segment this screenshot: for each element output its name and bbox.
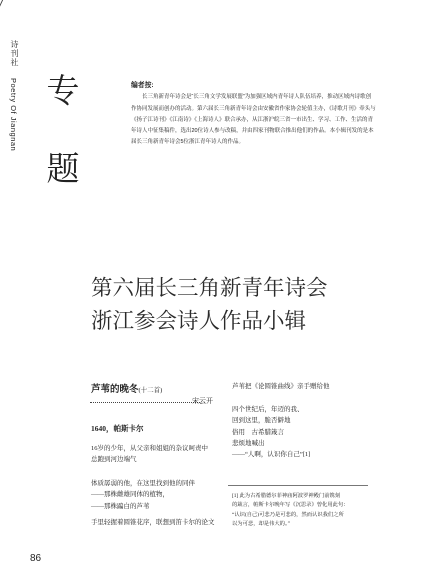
stanza-line: ——那株蹁白的芦苇 xyxy=(91,502,150,510)
right-stanza-1 xyxy=(232,381,330,392)
stanza-line: 四个世纪后，年迈的我、 xyxy=(232,406,304,413)
poem-title xyxy=(91,381,162,395)
stanza-line: 悲烦地喊出 xyxy=(232,439,265,447)
poem-subtitle: (十二首) xyxy=(138,387,163,394)
stanza-line: 回到这里，脆否僻地 xyxy=(232,417,291,425)
stanza-2 xyxy=(91,478,195,512)
editor-note-body: 长三角新青年诗会是“长三角文学发展联盟”为加强区域内青年诗人队伍培养，推动区域内诗歌创作协同发展而创办的活动。第六届长三角新青年诗会由安徽省作家协会轮值主办，《诗歌月刊》牵头与《扬子江诗刊》《江南诗》《上海诗人》联合承办，从江浙沪皖三省一市出生、学习、工作、生活的青年诗人中征集稿件，选出20位诗人参与改稿，并由四家刊物联合推出他们的作品。本小辑刊发的是本届长三角新青年诗会5位浙江青年诗人的作品。 xyxy=(131,94,376,146)
poem-author: 宋云开 xyxy=(192,398,213,405)
editor-note xyxy=(131,80,376,149)
stanza-line: 手里轻握着圆锥花序，联想到笛卡尔的论文 xyxy=(91,519,215,526)
poem-title-text: 芦苇的晚冬 xyxy=(91,385,139,395)
stanza-line: 体质孱弱的他，在这里找到他的同伴 xyxy=(91,480,195,487)
magazine-english-name: Poetry Of Jiangnan xyxy=(9,78,18,152)
stanza-line: 俗用 古希腊箴言 xyxy=(232,428,284,436)
stanza-line: 16岁的少年，从父亲和姐姐的杂议呵责中 xyxy=(91,445,208,452)
stanza-line: 总跑到河边端气 xyxy=(91,456,137,464)
footnote-rule xyxy=(228,485,368,486)
banner-char-1: 专 xyxy=(46,74,80,110)
special-topic-banner xyxy=(32,66,107,208)
footnote-line: [1] 此为古希腊德尔菲神庙阿波罗神殿门前镌刻 xyxy=(232,493,341,499)
stanza-line: ——“人啊，认识你自己”[1] xyxy=(232,451,311,459)
magazine-name-vertical: 诗刊社 xyxy=(10,40,19,67)
feature-title-line-2: 浙江参会诗人作品小辑 xyxy=(91,309,307,333)
banner-char-2: 题 xyxy=(46,152,80,188)
footnote-line: 以为可悲，却是伟大的。” xyxy=(232,520,290,527)
editor-note-label: 编者按: xyxy=(131,82,154,89)
stanza-1 xyxy=(91,443,208,466)
footnote xyxy=(232,492,382,529)
feature-title xyxy=(91,272,328,338)
title-dotted-leader xyxy=(90,402,200,403)
footnote-line: 的箴言，帕斯卡尔晚年写《沉思录》曾化用此句： xyxy=(232,502,349,509)
page-number: 86 xyxy=(30,553,42,564)
section-heading: 1640，帕斯卡尔 xyxy=(91,424,144,433)
stanza-line: ——那株雌雄同体的植物， xyxy=(91,491,169,499)
stanza-line: 芦苇把《论圆锥曲线》亲手赠给他 xyxy=(232,383,330,390)
stanza-3 xyxy=(91,517,215,528)
footnote-line: “认识(自己)可悲乃是可悲的，然而认识我们之所 xyxy=(232,511,344,518)
rail-divider xyxy=(0,0,3,9)
right-stanza-2 xyxy=(232,404,310,460)
feature-title-line-1: 第六届长三角新青年诗会 xyxy=(91,276,328,300)
